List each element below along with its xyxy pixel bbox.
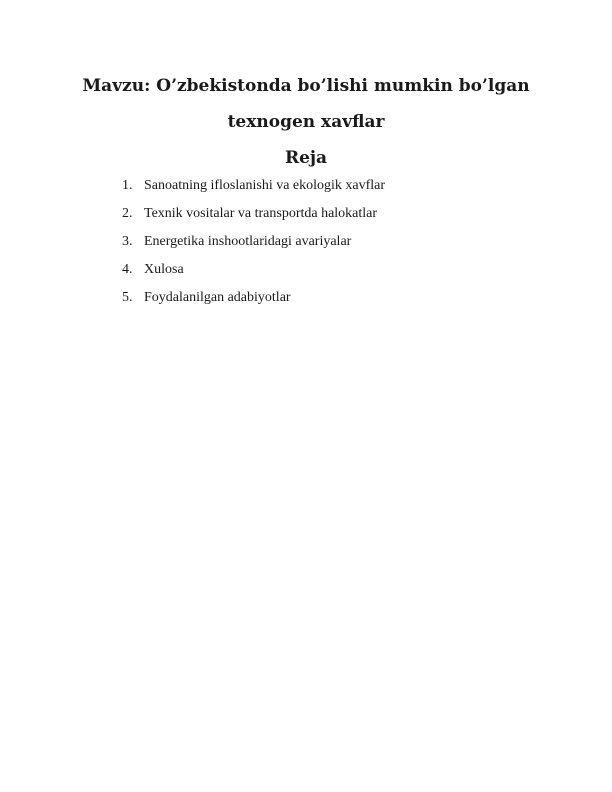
plan-item-text: Xulosa	[144, 262, 184, 277]
plan-item-number: 4.	[122, 262, 133, 277]
plan-item-text: Sanoatning ifloslanishi va ekologik xavflar	[144, 178, 386, 193]
plan-item-text: Foydalanilgan adabiyotlar	[144, 290, 291, 305]
plan-item	[122, 261, 385, 289]
plan-heading: Reja	[284, 148, 328, 168]
plan-item	[122, 177, 385, 205]
plan-item	[122, 205, 385, 233]
document-title-line-2: texnogen xavflar	[227, 112, 385, 132]
plan-item-text: Texnik vositalar va transportda halokatlar	[144, 206, 378, 221]
plan-list	[122, 177, 385, 317]
plan-item-text: Energetika inshootlaridagi avariyalar	[144, 234, 352, 249]
document-title-line-1: Mavzu: O’zbekistonda bo’lishi mumkin bo’lgan	[82, 76, 530, 96]
plan-item	[122, 233, 385, 261]
plan-item-number: 3.	[122, 234, 133, 249]
plan-item-number: 5.	[122, 290, 133, 305]
plan-item-number: 1.	[122, 178, 133, 193]
plan-item	[122, 289, 385, 317]
plan-item-number: 2.	[122, 206, 133, 221]
